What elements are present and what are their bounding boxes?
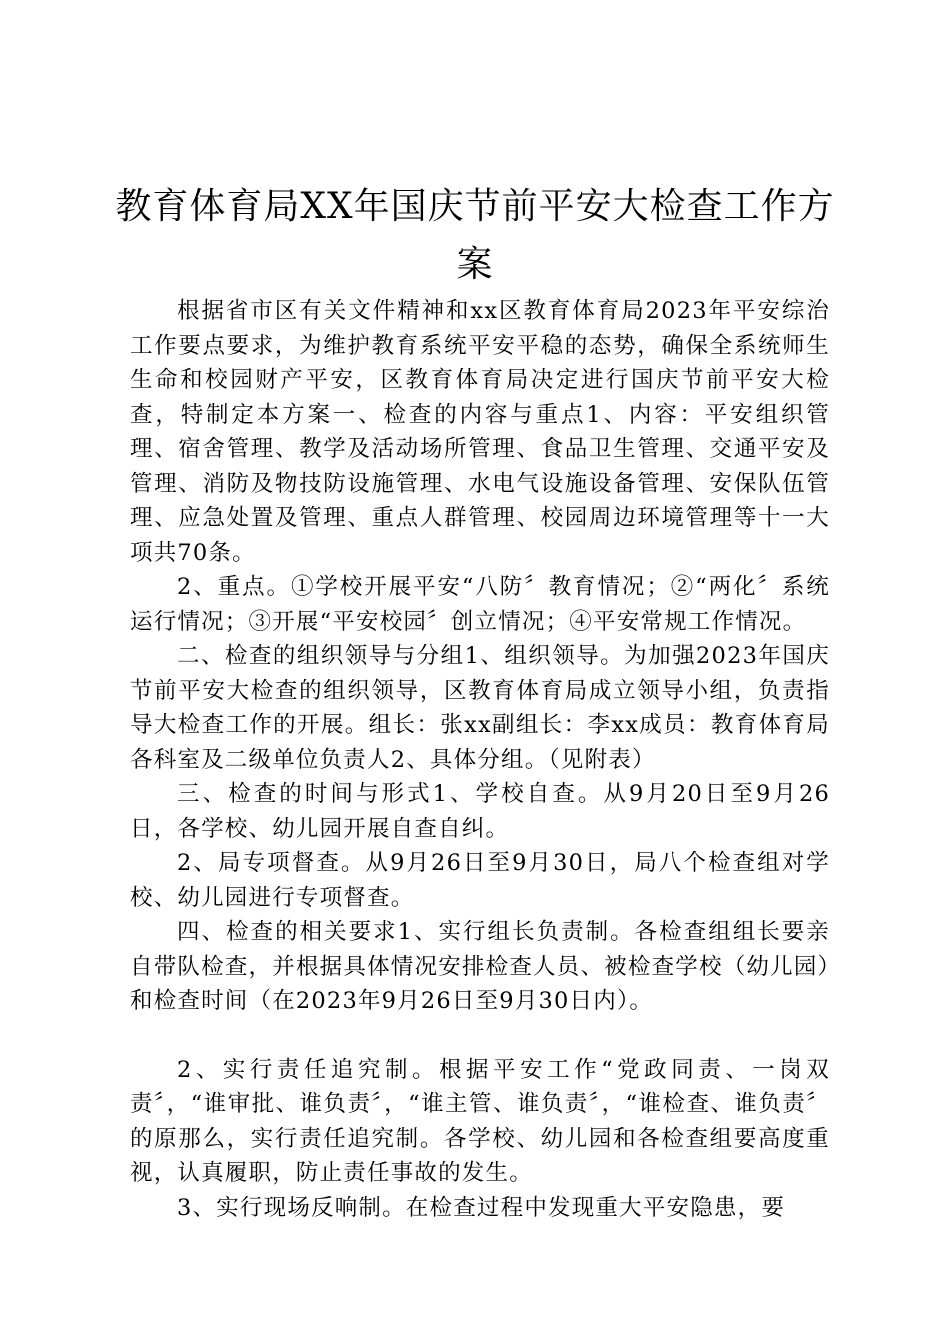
paragraph-intro: 根据省市区有关文件精神和xx区教育体育局2023年平安综治工作要点要求，为维护教育系统平安平稳的态势，确保全系统师生生命和校园财产平安，区教育体育局决定进行国庆节前平安大检查，特制定本方案一、检查的内容与重点1、内容：平安组织管理、宿舍管理、教学及活动场所管理、食品卫生管理、交通平安及管理、消防及物技防设施管理、水电气设施设备管理、安保队伍管理、应急处置及管理、重点人群管理、校园周边环境管理等十一大项共70条。 (130, 298, 830, 566)
paragraph-requirements: 四、检查的相关要求1、实行组长负责制。各检查组组长要亲自带队检查，并根据具体情况安排检查人员、被检查学校（幼儿园）和检查时间（在2023年9月26日至9月30日内）。 (130, 919, 830, 1014)
document-title: 教育体育局XX年国庆节前平安大检查工作方案 (115, 186, 835, 285)
paragraph-accountability: 2、实行责任追究制。根据平安工作“党政同责、一岗双责〞，“谁审批、谁负责〞，“谁主管、谁负责〞，“谁检查、谁负责〞的原那么，实行责任追究制。各学校、幼儿园和各检查组要高度重视，认真履职，防止责任事故的发生。 (130, 1056, 830, 1186)
paragraph-supervision: 2、局专项督查。从9月26日至9月30日，局八个检查组对学校、幼儿园进行专项督查。 (130, 850, 830, 911)
paragraph-feedback: 3、实行现场反响制。在检查过程中发现重大平安隐患，要 (177, 1194, 786, 1221)
paragraph-key-points: 2、重点。①学校开展平安“八防〞教育情况；②“两化〞系统运行情况；③开展“平安校园〞创立情况；④平安常规工作情况。 (130, 574, 830, 635)
document-body (130, 294, 830, 1225)
paragraph-schedule: 三、检查的时间与形式1、学校自查。从9月20日至9月26日，各学校、幼儿园开展自查自纠。 (130, 781, 830, 842)
paragraph-organization: 二、检查的组织领导与分组1、组织领导。为加强2023年国庆节前平安大检查的组织领导，区教育体育局成立领导小组，负责指导大检查工作的开展。组长：张xx副组长：李xx成员：教育体育局各科室及二级单位负责人2、具体分组。（见附表） (130, 643, 830, 773)
